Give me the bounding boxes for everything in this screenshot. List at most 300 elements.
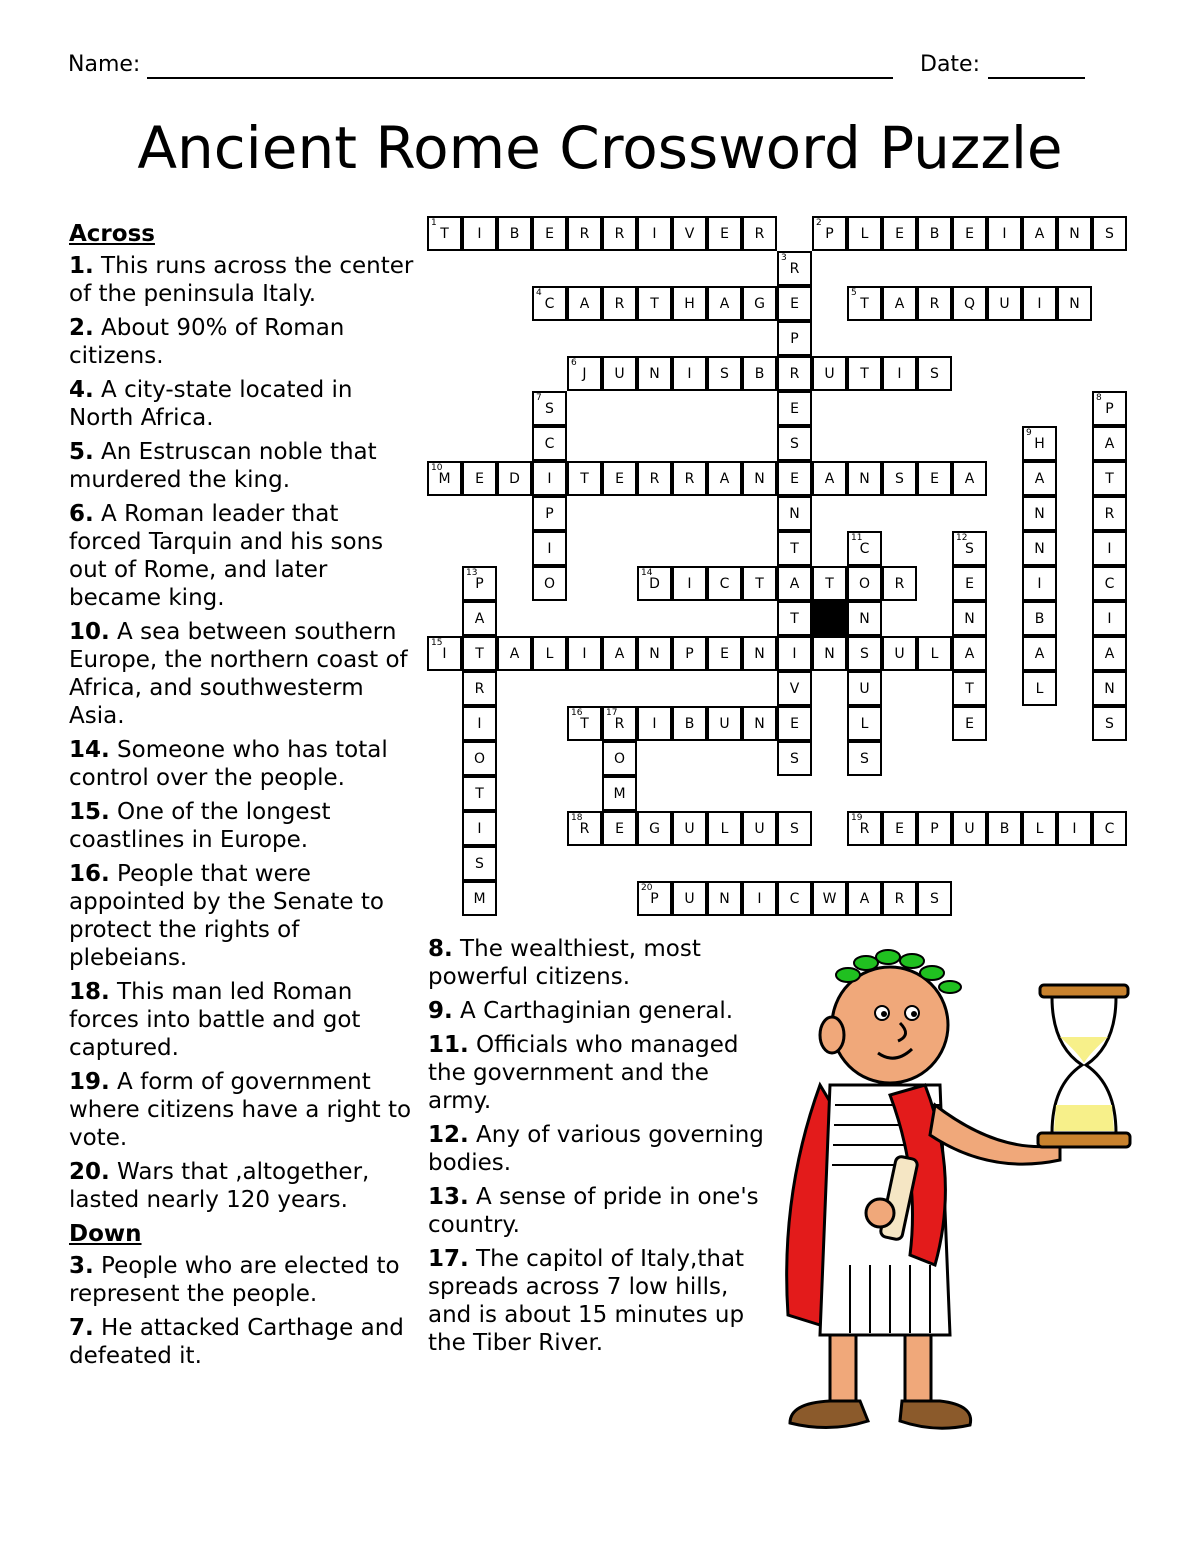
- grid-cell[interactable]: [1092, 601, 1127, 636]
- grid-cell[interactable]: [882, 566, 917, 601]
- clue-item: [69, 376, 417, 432]
- grid-cell[interactable]: [882, 356, 917, 391]
- grid-cell[interactable]: [427, 461, 462, 496]
- clue-item: [69, 252, 417, 308]
- grid-cell[interactable]: [532, 426, 567, 461]
- cell-letter: T: [475, 645, 484, 662]
- grid-cell[interactable]: [462, 776, 497, 811]
- grid-cell[interactable]: [707, 461, 742, 496]
- cell-letter: N: [754, 470, 765, 487]
- grid-cell[interactable]: [952, 566, 987, 601]
- clue-item: [69, 736, 417, 792]
- grid-cell[interactable]: [777, 391, 812, 426]
- grid-cell[interactable]: [987, 286, 1022, 321]
- cell-letter: E: [895, 225, 904, 242]
- grid-cell[interactable]: [672, 636, 707, 671]
- grid-cell[interactable]: [1092, 426, 1127, 461]
- cell-letter: U: [964, 820, 975, 837]
- clue-number: 3.: [69, 1253, 94, 1279]
- cell-letter: A: [964, 470, 975, 487]
- grid-cell[interactable]: [847, 356, 882, 391]
- grid-cell[interactable]: [847, 811, 882, 846]
- cell-letter: I: [547, 470, 552, 487]
- cell-letter: S: [475, 855, 484, 872]
- clue-text: Someone who has total control over the people.: [69, 737, 388, 791]
- grid-cell[interactable]: [742, 706, 777, 741]
- grid-cell[interactable]: [917, 811, 952, 846]
- cell-number: 2: [816, 218, 822, 228]
- grid-cell[interactable]: [777, 531, 812, 566]
- grid-cell[interactable]: [637, 881, 672, 916]
- cell-letter: B: [754, 365, 765, 382]
- grid-cell[interactable]: [952, 601, 987, 636]
- cell-letter: D: [649, 575, 660, 592]
- cell-letter: S: [930, 890, 939, 907]
- grid-cell[interactable]: [777, 636, 812, 671]
- grid-cell[interactable]: [1092, 531, 1127, 566]
- grid-cell[interactable]: [672, 286, 707, 321]
- grid-cell[interactable]: [812, 356, 847, 391]
- date-label: Date:: [920, 52, 980, 77]
- grid-cell[interactable]: [672, 881, 707, 916]
- grid-cell[interactable]: [532, 216, 567, 251]
- cell-letter: N: [649, 365, 660, 382]
- cell-letter: I: [687, 365, 692, 382]
- cell-letter: I: [477, 820, 482, 837]
- grid-cell[interactable]: [777, 706, 812, 741]
- cell-letter: E: [965, 575, 974, 592]
- grid-cell[interactable]: [777, 461, 812, 496]
- grid-cell[interactable]: [742, 216, 777, 251]
- clue-item: [69, 1158, 417, 1214]
- cell-letter: E: [965, 715, 974, 732]
- grid-cell[interactable]: [637, 706, 672, 741]
- grid-cell[interactable]: [602, 741, 637, 776]
- clue-text: A Carthaginian general.: [452, 998, 734, 1024]
- clues-left-column: [69, 220, 417, 1376]
- cell-letter: R: [474, 680, 485, 697]
- grid-cell[interactable]: [777, 286, 812, 321]
- clue-number: 1.: [69, 253, 94, 279]
- clue-item: [69, 1068, 417, 1152]
- black-cell: [812, 601, 847, 636]
- grid-cell[interactable]: [777, 251, 812, 286]
- across-heading: Across: [69, 221, 155, 247]
- grid-cell[interactable]: [882, 636, 917, 671]
- name-label: Name:: [68, 52, 141, 77]
- grid-cell[interactable]: [567, 356, 602, 391]
- grid-cell[interactable]: [777, 496, 812, 531]
- grid-cell[interactable]: [567, 811, 602, 846]
- cell-letter: T: [1105, 470, 1114, 487]
- cell-letter: T: [440, 225, 449, 242]
- grid-cell[interactable]: [602, 811, 637, 846]
- cell-letter: N: [789, 505, 800, 522]
- grid-cell[interactable]: [602, 286, 637, 321]
- grid-cell[interactable]: [567, 286, 602, 321]
- cell-letter: I: [1072, 820, 1077, 837]
- grid-cell[interactable]: [1092, 566, 1127, 601]
- cell-letter: R: [579, 225, 590, 242]
- grid-cell[interactable]: [637, 461, 672, 496]
- cell-letter: P: [790, 330, 799, 347]
- cell-letter: A: [789, 575, 800, 592]
- grid-cell[interactable]: [707, 811, 742, 846]
- cell-letter: N: [1034, 505, 1045, 522]
- grid-cell[interactable]: [1022, 426, 1057, 461]
- grid-cell[interactable]: [707, 636, 742, 671]
- cell-letter: A: [894, 295, 905, 312]
- cell-letter: R: [789, 260, 800, 277]
- grid-cell[interactable]: [847, 636, 882, 671]
- clue-text: A Roman leader that forced Tarquin and his sons out of Rome, and later became king.: [69, 501, 384, 611]
- grid-cell[interactable]: [532, 496, 567, 531]
- cell-letter: S: [790, 750, 799, 767]
- cell-letter: I: [792, 645, 797, 662]
- grid-cell[interactable]: [987, 811, 1022, 846]
- cell-letter: R: [684, 470, 695, 487]
- cell-number: 18: [571, 813, 583, 823]
- cell-letter: I: [652, 715, 657, 732]
- grid-cell[interactable]: [707, 881, 742, 916]
- grid-cell[interactable]: [1022, 216, 1057, 251]
- cell-letter: R: [1104, 505, 1115, 522]
- name-blank[interactable]: [147, 77, 893, 79]
- cell-letter: I: [1037, 295, 1042, 312]
- grid-cell[interactable]: [1092, 811, 1127, 846]
- grid-cell[interactable]: [882, 286, 917, 321]
- grid-cell[interactable]: [847, 531, 882, 566]
- cell-letter: R: [859, 820, 870, 837]
- cell-letter: H: [684, 295, 695, 312]
- clues-middle-column: [428, 935, 773, 1363]
- grid-cell[interactable]: [777, 741, 812, 776]
- grid-cell[interactable]: [742, 286, 777, 321]
- grid-cell[interactable]: [812, 636, 847, 671]
- grid-cell[interactable]: [777, 426, 812, 461]
- cell-letter: C: [789, 890, 800, 907]
- grid-cell[interactable]: [462, 671, 497, 706]
- grid-cell[interactable]: [1022, 531, 1057, 566]
- cell-letter: T: [755, 575, 764, 592]
- grid-cell[interactable]: [1022, 671, 1057, 706]
- grid-cell[interactable]: [707, 706, 742, 741]
- grid-cell[interactable]: [672, 811, 707, 846]
- grid-cell[interactable]: [672, 356, 707, 391]
- grid-cell[interactable]: [917, 636, 952, 671]
- grid-cell[interactable]: [427, 636, 462, 671]
- cell-letter: U: [894, 645, 905, 662]
- cell-letter: I: [442, 645, 447, 662]
- grid-cell[interactable]: [987, 216, 1022, 251]
- grid-cell[interactable]: [882, 216, 917, 251]
- grid-cell[interactable]: [602, 216, 637, 251]
- grid-cell[interactable]: [952, 671, 987, 706]
- grid-cell[interactable]: [952, 811, 987, 846]
- grid-cell[interactable]: [777, 356, 812, 391]
- grid-cell[interactable]: [847, 216, 882, 251]
- grid-cell[interactable]: [1022, 461, 1057, 496]
- grid-cell[interactable]: [882, 461, 917, 496]
- grid-cell[interactable]: [777, 566, 812, 601]
- grid-cell[interactable]: [917, 216, 952, 251]
- grid-cell[interactable]: [462, 811, 497, 846]
- cell-letter: E: [965, 225, 974, 242]
- grid-cell[interactable]: [497, 636, 532, 671]
- grid-cell[interactable]: [602, 461, 637, 496]
- grid-cell[interactable]: [532, 531, 567, 566]
- page-title: Ancient Rome Crossword Puzzle: [137, 114, 1063, 182]
- clue-number: 19.: [69, 1069, 110, 1095]
- cell-letter: L: [860, 225, 869, 242]
- clue-text: This man led Roman forces into battle and got captured.: [69, 979, 361, 1061]
- grid-cell[interactable]: [462, 216, 497, 251]
- cell-letter: I: [1002, 225, 1007, 242]
- grid-cell[interactable]: [532, 566, 567, 601]
- cell-letter: R: [894, 890, 905, 907]
- grid-cell[interactable]: [1022, 286, 1057, 321]
- grid-cell[interactable]: [1057, 811, 1092, 846]
- date-blank[interactable]: [988, 77, 1085, 79]
- cell-letter: N: [1069, 225, 1080, 242]
- cell-number: 6: [571, 358, 577, 368]
- cell-letter: P: [930, 820, 939, 837]
- cell-letter: B: [684, 715, 695, 732]
- clue-item: [428, 1183, 773, 1239]
- grid-cell[interactable]: [1092, 216, 1127, 251]
- clue-number: 8.: [428, 936, 453, 962]
- grid-cell[interactable]: [497, 216, 532, 251]
- grid-cell[interactable]: [742, 356, 777, 391]
- clue-number: 6.: [69, 501, 94, 527]
- grid-cell[interactable]: [602, 706, 637, 741]
- grid-cell[interactable]: [462, 846, 497, 881]
- cell-letter: I: [1107, 540, 1112, 557]
- grid-cell[interactable]: [1057, 216, 1092, 251]
- cell-letter: E: [790, 295, 799, 312]
- cell-letter: S: [930, 365, 939, 382]
- clue-text: A sense of pride in one's country.: [428, 1184, 759, 1238]
- grid-cell[interactable]: [777, 601, 812, 636]
- grid-cell[interactable]: [847, 566, 882, 601]
- grid-cell[interactable]: [427, 216, 462, 251]
- cell-number: 20: [641, 883, 653, 893]
- grid-cell[interactable]: [462, 636, 497, 671]
- grid-cell[interactable]: [637, 356, 672, 391]
- grid-cell[interactable]: [1092, 636, 1127, 671]
- grid-cell[interactable]: [1092, 391, 1127, 426]
- grid-cell[interactable]: [952, 216, 987, 251]
- grid-cell[interactable]: [847, 706, 882, 741]
- grid-cell[interactable]: [1092, 671, 1127, 706]
- grid-cell[interactable]: [707, 216, 742, 251]
- cell-letter: N: [824, 645, 835, 662]
- grid-cell[interactable]: [532, 636, 567, 671]
- clue-item: [428, 1245, 773, 1357]
- cell-letter: A: [509, 645, 520, 662]
- clue-text: One of the longest coastlines in Europe.: [69, 799, 331, 853]
- cell-letter: L: [860, 715, 869, 732]
- grid-cell[interactable]: [462, 881, 497, 916]
- grid-cell[interactable]: [1022, 601, 1057, 636]
- grid-cell[interactable]: [707, 286, 742, 321]
- grid-cell[interactable]: [462, 566, 497, 601]
- grid-cell[interactable]: [847, 286, 882, 321]
- grid-cell[interactable]: [812, 881, 847, 916]
- grid-cell[interactable]: [1022, 811, 1057, 846]
- grid-cell[interactable]: [882, 881, 917, 916]
- grid-cell[interactable]: [532, 461, 567, 496]
- grid-cell[interactable]: [847, 601, 882, 636]
- grid-cell[interactable]: [952, 706, 987, 741]
- cell-letter: T: [860, 295, 869, 312]
- grid-cell[interactable]: [847, 461, 882, 496]
- grid-cell[interactable]: [847, 671, 882, 706]
- cell-letter: T: [580, 715, 589, 732]
- grid-cell[interactable]: [742, 811, 777, 846]
- clue-text: People that were appointed by the Senate to protect the rights of plebeians.: [69, 861, 384, 971]
- cell-letter: A: [474, 610, 485, 627]
- grid-cell[interactable]: [917, 881, 952, 916]
- grid-cell[interactable]: [462, 706, 497, 741]
- cell-number: 11: [851, 533, 863, 543]
- grid-cell[interactable]: [777, 671, 812, 706]
- grid-cell[interactable]: [637, 286, 672, 321]
- grid-cell[interactable]: [1092, 706, 1127, 741]
- grid-cell[interactable]: [672, 216, 707, 251]
- cell-letter: T: [790, 610, 799, 627]
- cell-letter: U: [859, 680, 870, 697]
- grid-cell[interactable]: [742, 881, 777, 916]
- grid-cell[interactable]: [1022, 636, 1057, 671]
- cell-letter: N: [859, 470, 870, 487]
- cell-letter: B: [999, 820, 1010, 837]
- cell-letter: U: [614, 365, 625, 382]
- grid-cell[interactable]: [637, 566, 672, 601]
- grid-cell[interactable]: [602, 636, 637, 671]
- grid-cell[interactable]: [462, 601, 497, 636]
- grid-cell[interactable]: [462, 741, 497, 776]
- grid-cell[interactable]: [602, 356, 637, 391]
- grid-cell[interactable]: [567, 216, 602, 251]
- grid-cell[interactable]: [1092, 461, 1127, 496]
- grid-cell[interactable]: [742, 566, 777, 601]
- cell-letter: N: [1069, 295, 1080, 312]
- grid-cell[interactable]: [952, 286, 987, 321]
- grid-cell[interactable]: [882, 811, 917, 846]
- cell-letter: S: [965, 540, 974, 557]
- grid-cell[interactable]: [707, 356, 742, 391]
- cell-letter: A: [824, 470, 835, 487]
- clue-number: 11.: [428, 1032, 469, 1058]
- clue-item: [428, 1121, 773, 1177]
- cell-letter: T: [580, 470, 589, 487]
- grid-cell[interactable]: [777, 881, 812, 916]
- grid-cell[interactable]: [812, 461, 847, 496]
- cell-number: 5: [851, 288, 857, 298]
- grid-cell[interactable]: [567, 706, 602, 741]
- grid-cell[interactable]: [672, 566, 707, 601]
- grid-cell[interactable]: [917, 286, 952, 321]
- cell-letter: U: [824, 365, 835, 382]
- cell-letter: I: [477, 225, 482, 242]
- grid-cell[interactable]: [707, 566, 742, 601]
- cell-letter: L: [720, 820, 729, 837]
- grid-cell[interactable]: [1022, 496, 1057, 531]
- cell-letter: S: [720, 365, 729, 382]
- cell-letter: H: [1034, 435, 1045, 452]
- cell-letter: V: [684, 225, 695, 242]
- cell-letter: P: [685, 645, 694, 662]
- cell-letter: S: [545, 400, 554, 417]
- grid-cell[interactable]: [637, 636, 672, 671]
- clue-number: 9.: [428, 998, 453, 1024]
- clue-text: An Estruscan noble that murdered the king.: [69, 439, 377, 493]
- cell-letter: E: [615, 470, 624, 487]
- cell-letter: E: [790, 400, 799, 417]
- grid-cell[interactable]: [917, 461, 952, 496]
- clue-item: [69, 860, 417, 972]
- cell-letter: G: [649, 820, 660, 837]
- grid-cell[interactable]: [847, 881, 882, 916]
- grid-cell[interactable]: [637, 216, 672, 251]
- grid-cell[interactable]: [777, 811, 812, 846]
- cell-letter: A: [1104, 645, 1115, 662]
- down-clue-list-left: [69, 1252, 417, 1370]
- grid-cell[interactable]: [1057, 286, 1092, 321]
- clue-number: 12.: [428, 1122, 469, 1148]
- cell-number: 16: [571, 708, 583, 718]
- grid-cell[interactable]: [917, 356, 952, 391]
- grid-cell[interactable]: [637, 811, 672, 846]
- grid-cell[interactable]: [672, 706, 707, 741]
- grid-cell[interactable]: [952, 636, 987, 671]
- cell-number: 12: [956, 533, 968, 543]
- cell-letter: O: [473, 750, 486, 767]
- cell-letter: T: [650, 295, 659, 312]
- grid-cell[interactable]: [567, 636, 602, 671]
- cell-letter: A: [964, 645, 975, 662]
- grid-cell[interactable]: [952, 531, 987, 566]
- grid-cell[interactable]: [742, 461, 777, 496]
- cell-letter: N: [754, 715, 765, 732]
- grid-cell[interactable]: [812, 216, 847, 251]
- cell-letter: R: [614, 715, 625, 732]
- grid-cell[interactable]: [602, 776, 637, 811]
- cell-number: 1: [431, 218, 437, 228]
- clue-number: 4.: [69, 377, 94, 403]
- cell-number: 7: [536, 393, 542, 403]
- grid-cell[interactable]: [1092, 496, 1127, 531]
- grid-cell[interactable]: [812, 566, 847, 601]
- grid-cell[interactable]: [672, 461, 707, 496]
- grid-cell[interactable]: [462, 461, 497, 496]
- grid-cell[interactable]: [952, 461, 987, 496]
- clue-text: The wealthiest, most powerful citizens.: [428, 936, 701, 990]
- cell-letter: D: [509, 470, 520, 487]
- grid-cell[interactable]: [567, 461, 602, 496]
- cell-letter: C: [544, 435, 555, 452]
- grid-cell[interactable]: [777, 321, 812, 356]
- cell-number: 3: [781, 253, 787, 263]
- grid-cell[interactable]: [532, 391, 567, 426]
- grid-cell[interactable]: [497, 461, 532, 496]
- grid-cell[interactable]: [1022, 566, 1057, 601]
- clue-item: [69, 618, 417, 730]
- grid-cell[interactable]: [847, 741, 882, 776]
- grid-cell[interactable]: [742, 636, 777, 671]
- grid-cell[interactable]: [532, 286, 567, 321]
